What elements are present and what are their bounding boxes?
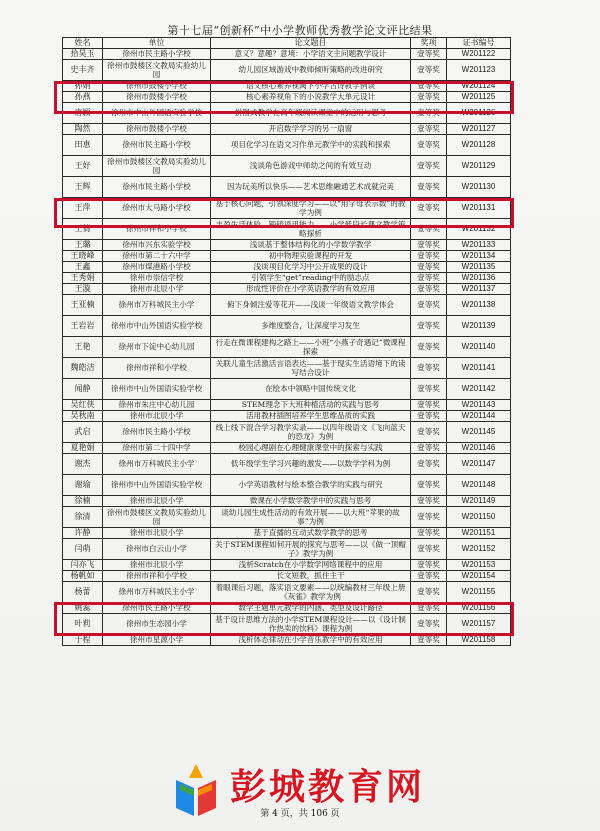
header-title: 论文题目	[211, 38, 411, 49]
cell-award: 壹等奖	[411, 443, 447, 454]
cell-title: 浅析体态律动在小学音乐教学中的有效应用	[211, 635, 411, 646]
cell-cert: W201126	[447, 103, 511, 124]
header-unit: 单位	[103, 38, 211, 49]
cell-name: 姚蕊	[63, 603, 103, 614]
cell-cert: W201141	[447, 358, 511, 379]
cell-cert: W201149	[447, 496, 511, 507]
cell-unit: 徐州市万科城民主小学	[103, 454, 211, 475]
table-row	[63, 422, 511, 443]
cell-award: 壹等奖	[411, 81, 447, 92]
table-row	[63, 411, 511, 422]
cell-name: 唐颖	[63, 103, 103, 124]
cell-unit: 徐州市中山外国语实验学校	[103, 379, 211, 400]
cell-unit: 徐州市民主路小学校	[103, 49, 211, 60]
cell-cert: W201148	[447, 475, 511, 496]
cell-award: 壹等奖	[411, 571, 447, 582]
cell-cert: W201152	[447, 539, 511, 560]
cell-name: 王萍	[63, 198, 103, 219]
cell-title: 基于核心问题，引领深度学习——以“用字母表示数”的教学为例	[211, 198, 411, 219]
cell-cert: W201136	[447, 273, 511, 284]
cell-title: 在绘本中领略中国传统文化	[211, 379, 411, 400]
table-row	[63, 400, 511, 411]
cell-name: 王岩岩	[63, 316, 103, 337]
cell-award: 壹等奖	[411, 316, 447, 337]
cell-name: 孙燕	[63, 92, 103, 103]
cell-cert: W201132	[447, 219, 511, 240]
table-row	[63, 454, 511, 475]
cell-unit: 徐州市民主路小学校	[103, 177, 211, 198]
cell-title: 活用教材插图培养学生思维品质的实践	[211, 411, 411, 422]
logo-text: 彭城教育网	[230, 767, 426, 808]
cell-cert: W201153	[447, 560, 511, 571]
cell-unit: 徐州市生态园小学	[103, 614, 211, 635]
table-row	[63, 103, 511, 124]
table-row	[63, 528, 511, 539]
cell-award: 壹等奖	[411, 454, 447, 475]
cell-unit: 徐州市星源小学	[103, 635, 211, 646]
cell-title: STEM理念下大班种植活动的实践与思考	[211, 400, 411, 411]
cell-award: 壹等奖	[411, 49, 447, 60]
cell-unit: 徐州市祥和小学校	[103, 358, 211, 379]
cell-title: 初中物理实验课程的开发	[211, 251, 411, 262]
cell-unit: 徐州市北辰小学	[103, 411, 211, 422]
cell-unit: 徐州市鼓楼区文教局实验幼儿园	[103, 60, 211, 81]
cell-unit: 徐州市祥和小学校	[103, 571, 211, 582]
cell-title: 拼图式教学在高年级阅读课堂中的运用与思考	[211, 103, 411, 124]
cell-name: 王璐	[63, 240, 103, 251]
cell-title: 行走在微课程建构之路上——小班“小燕子奇遇记”微课程探索	[211, 337, 411, 358]
cell-cert: W201151	[447, 528, 511, 539]
cell-name: 王秀娟	[63, 273, 103, 284]
cell-name: 王倩	[63, 219, 103, 240]
table-row	[63, 124, 511, 135]
cell-title: 基于直播的互动式数学教学的思考	[211, 528, 411, 539]
cell-title: 微课在小学数学教学中的实践与思考	[211, 496, 411, 507]
cell-title: 幼儿园区域游戏中教师倾听策略的改进研究	[211, 60, 411, 81]
cell-cert: W201157	[447, 614, 511, 635]
cell-cert: W201154	[447, 571, 511, 582]
cell-unit: 徐州市鼓楼小学校	[103, 92, 211, 103]
cell-award: 壹等奖	[411, 177, 447, 198]
table-row	[63, 358, 511, 379]
cell-unit: 徐州市鼓楼小学校	[103, 81, 211, 92]
cell-award: 壹等奖	[411, 284, 447, 295]
page-title: 第十七届“创新杯”中小学教师优秀教学论文评比结果	[167, 24, 433, 37]
cell-name: 杨帆如	[63, 571, 103, 582]
cell-award: 壹等奖	[411, 528, 447, 539]
cell-award: 壹等奖	[411, 635, 447, 646]
cell-unit: 徐州市万科城民主小学	[103, 295, 211, 316]
cell-cert: W201158	[447, 635, 511, 646]
cell-name: 孙娟	[63, 81, 103, 92]
table-row	[63, 92, 511, 103]
table-row	[63, 60, 511, 81]
cell-name: 王鑫	[63, 262, 103, 273]
cell-award: 壹等奖	[411, 358, 447, 379]
cell-award: 壹等奖	[411, 539, 447, 560]
table-row	[63, 507, 511, 528]
cell-unit: 徐州市大马路小学校	[103, 198, 211, 219]
cell-award: 壹等奖	[411, 103, 447, 124]
table-row	[63, 240, 511, 251]
cell-name: 王艳	[63, 337, 103, 358]
cell-name: 吴秋南	[63, 411, 103, 422]
cell-unit: 徐州市鼓楼小学校	[103, 124, 211, 135]
table-row	[63, 571, 511, 582]
cell-award: 壹等奖	[411, 379, 447, 400]
cell-name: 陶然	[63, 124, 103, 135]
cell-award: 壹等奖	[411, 400, 447, 411]
cell-award: 壹等奖	[411, 240, 447, 251]
cell-title: 俯下身倾注爱等花开——浅谈一年级语文教学体会	[211, 295, 411, 316]
cell-award: 壹等奖	[411, 124, 447, 135]
cell-award: 壹等奖	[411, 496, 447, 507]
cell-title: 项目化学习在语文习作单元教学中的实践和探索	[211, 135, 411, 156]
cell-unit: 徐州市民主路小学校	[103, 135, 211, 156]
cell-name: 夏艳娟	[63, 443, 103, 454]
cell-award: 壹等奖	[411, 614, 447, 635]
cell-unit: 徐州市北辰小学	[103, 496, 211, 507]
cell-cert: W201128	[447, 135, 511, 156]
cell-award: 壹等奖	[411, 411, 447, 422]
table-row	[63, 251, 511, 262]
cell-cert: W201122	[447, 49, 511, 60]
table-row	[63, 81, 511, 92]
cell-cert: W201144	[447, 411, 511, 422]
cell-name: 叶莉	[63, 614, 103, 635]
cell-name: 武启	[63, 422, 103, 443]
cell-name: 谢杰	[63, 454, 103, 475]
cell-title: 开启数学学习的另一扇窗	[211, 124, 411, 135]
cell-title: 数学主题单元教学的内涵、类型及设计路径	[211, 603, 411, 614]
cell-unit: 徐州市煤港路小学校	[103, 262, 211, 273]
cell-cert: W201138	[447, 295, 511, 316]
cell-cert: W201133	[447, 240, 511, 251]
table-row	[63, 475, 511, 496]
cell-title: 线上线下混合学习教学实录——以四年级语文《飞向蓝天的恐龙》为例	[211, 422, 411, 443]
cell-unit: 徐州市鼓楼区文教局实验幼儿园	[103, 507, 211, 528]
table-row	[63, 603, 511, 614]
cell-award: 壹等奖	[411, 92, 447, 103]
cell-unit: 徐州市下淀中心幼儿园	[103, 337, 211, 358]
page-footer: 第 4 页，共 106 页	[260, 809, 340, 819]
cell-cert: W201130	[447, 177, 511, 198]
cell-unit: 徐州市祥和小学校	[103, 219, 211, 240]
cell-unit: 徐州市兴东实验学校	[103, 240, 211, 251]
cell-award: 壹等奖	[411, 60, 447, 81]
cell-cert: W201125	[447, 92, 511, 103]
cell-unit: 徐州市白云山小学	[103, 539, 211, 560]
table-row	[63, 614, 511, 635]
table-row	[63, 635, 511, 646]
cell-award: 壹等奖	[411, 337, 447, 358]
cell-name: 王好	[63, 156, 103, 177]
cell-cert: W201129	[447, 156, 511, 177]
table-row	[63, 582, 511, 603]
cell-title: 校园心理剧在心理健康课堂中的探索与实践	[211, 443, 411, 454]
cell-award: 壹等奖	[411, 422, 447, 443]
cell-unit: 徐州市朱庄中心幼儿园	[103, 400, 211, 411]
cell-name: 王晓峰	[63, 251, 103, 262]
table-row	[63, 496, 511, 507]
cell-name: 王漩	[63, 284, 103, 295]
cell-title: 长文短教，抓住主干	[211, 571, 411, 582]
cell-unit: 徐州市北辰小学	[103, 284, 211, 295]
cell-cert: W201131	[447, 198, 511, 219]
table-row	[63, 49, 511, 60]
cell-cert: W201137	[447, 284, 511, 295]
cell-unit: 徐州市第二十四中学	[103, 443, 211, 454]
cell-unit: 徐州市鼓楼区文教局实验幼儿园	[103, 156, 211, 177]
cell-unit: 徐州市北辰小学	[103, 528, 211, 539]
cell-unit: 徐州市崇信学校	[103, 273, 211, 284]
cell-unit: 徐州市民主路小学校	[103, 422, 211, 443]
table-row	[63, 560, 511, 571]
cell-cert: W201135	[447, 262, 511, 273]
cell-cert: W201127	[447, 124, 511, 135]
table-row	[63, 198, 511, 219]
cell-title: 小学英语教材与绘本整合教学的实践与研究	[211, 475, 411, 496]
cell-award: 壹等奖	[411, 560, 447, 571]
cell-title: 着眼课后习题，落实语文要素——以统编教材三年级上册《灰雀》教学为例	[211, 582, 411, 603]
table-row	[63, 316, 511, 337]
cell-name: 史丰齐	[63, 60, 103, 81]
cell-name: 王辉	[63, 177, 103, 198]
cell-unit: 徐州市第二十六中学	[103, 251, 211, 262]
cell-unit: 徐州市万科城民主小学	[103, 582, 211, 603]
cell-cert: W201140	[447, 337, 511, 358]
cell-name: 闫亦飞	[63, 560, 103, 571]
cell-name: 魏皓洁	[63, 358, 103, 379]
cell-name: 许静	[63, 528, 103, 539]
cell-title: 关联儿童生活激活言语表达——基于现实生活语境下的读写结合设计	[211, 358, 411, 379]
cell-title: 浅谈基于整体结构化的小学数学教学	[211, 240, 411, 251]
cell-name: 于程	[63, 635, 103, 646]
cell-title: 关于STEM课程如何开展的探究与思考——以《做一顶帽子》教学为例	[211, 539, 411, 560]
cell-award: 壹等奖	[411, 295, 447, 316]
table-row	[63, 156, 511, 177]
cell-name: 徐清	[63, 507, 103, 528]
cell-award: 壹等奖	[411, 582, 447, 603]
cell-name: 谢瑜	[63, 475, 103, 496]
table-header-row	[63, 38, 511, 49]
cell-cert: W201139	[447, 316, 511, 337]
cell-cert: W201123	[447, 60, 511, 81]
cell-award: 壹等奖	[411, 219, 447, 240]
cell-name: 拾昊玉	[63, 49, 103, 60]
cell-cert: W201143	[447, 400, 511, 411]
cell-award: 壹等奖	[411, 251, 447, 262]
cell-title: 形成性评价在小学英语教学的有效应用	[211, 284, 411, 295]
cell-cert: W201134	[447, 251, 511, 262]
cell-cert: W201124	[447, 81, 511, 92]
cell-title: 语文核心素养视阈下小学古诗教学例谈	[211, 81, 411, 92]
cell-cert: W201142	[447, 379, 511, 400]
cell-name: 闫萌	[63, 539, 103, 560]
cell-award: 壹等奖	[411, 262, 447, 273]
cell-name: 杨蕾	[63, 582, 103, 603]
cell-award: 壹等奖	[411, 156, 447, 177]
cell-award: 壹等奖	[411, 135, 447, 156]
cell-unit: 徐州市民主路小学校	[103, 603, 211, 614]
cell-title: 低年级学生学习兴趣的激发——以数学学科为例	[211, 454, 411, 475]
cell-title: 引领学生“get”reading中的励志点	[211, 273, 411, 284]
cell-title: 基于设计思维方法的小学STEM课程设计——以《设计制作热卖的饮料》课程为例	[211, 614, 411, 635]
cell-title: 多维度整合，让深度学习发生	[211, 316, 411, 337]
cell-name: 徐楠	[63, 496, 103, 507]
table-row	[63, 177, 511, 198]
cell-title: 浅析Scratch在小学数学网络课程中的应用	[211, 560, 411, 571]
cell-award: 壹等奖	[411, 507, 447, 528]
cell-title: 核心素养视角下的小说教学大单元设计	[211, 92, 411, 103]
table-row	[63, 443, 511, 454]
cell-cert: W201156	[447, 603, 511, 614]
cell-award: 壹等奖	[411, 198, 447, 219]
cell-title: 因为玩美所以快乐——艺术思维融通艺术成就完美	[211, 177, 411, 198]
table-row	[63, 295, 511, 316]
table-row	[63, 219, 511, 240]
cell-title: 丰盈生活体验，锻铸语用能力——小学低段长课文教学策略探析	[211, 219, 411, 240]
table-row	[63, 273, 511, 284]
table-row	[63, 262, 511, 273]
cell-name: 闻静	[63, 379, 103, 400]
cell-unit: 徐州市中山外国语实验学校	[103, 316, 211, 337]
cell-name: 吴红侠	[63, 400, 103, 411]
table-row	[63, 539, 511, 560]
cell-title: 浅谈角色游戏中师幼之间的有效互动	[211, 156, 411, 177]
cell-unit: 徐州市中山外国语实验学校	[103, 103, 211, 124]
cell-title: 浅谈项目化学习中公开成果的设计	[211, 262, 411, 273]
cell-award: 壹等奖	[411, 603, 447, 614]
cell-cert: W201145	[447, 422, 511, 443]
cell-unit: 徐州市北辰小学	[103, 560, 211, 571]
cell-award: 壹等奖	[411, 475, 447, 496]
cell-unit: 徐州市中山外国语实验学校	[103, 475, 211, 496]
table-row	[63, 337, 511, 358]
cell-cert: W201150	[447, 507, 511, 528]
header-name: 姓名	[63, 38, 103, 49]
results-table	[62, 37, 511, 646]
cell-name: 田恵	[63, 135, 103, 156]
table-row	[63, 135, 511, 156]
header-cert: 证书编号	[447, 38, 511, 49]
cell-cert: W201146	[447, 443, 511, 454]
cell-award: 壹等奖	[411, 273, 447, 284]
header-award: 奖项	[411, 38, 447, 49]
cell-cert: W201147	[447, 454, 511, 475]
table-row	[63, 379, 511, 400]
cell-title: 意义？意趣？意境：小学语文主问题教学设计	[211, 49, 411, 60]
cell-name: 王亚楠	[63, 295, 103, 316]
cell-title: 谈幼儿园生成性活动的有效开展——以大班“苹果的故事”为例	[211, 507, 411, 528]
cell-cert: W201155	[447, 582, 511, 603]
table-row	[63, 284, 511, 295]
table-body	[63, 49, 511, 646]
